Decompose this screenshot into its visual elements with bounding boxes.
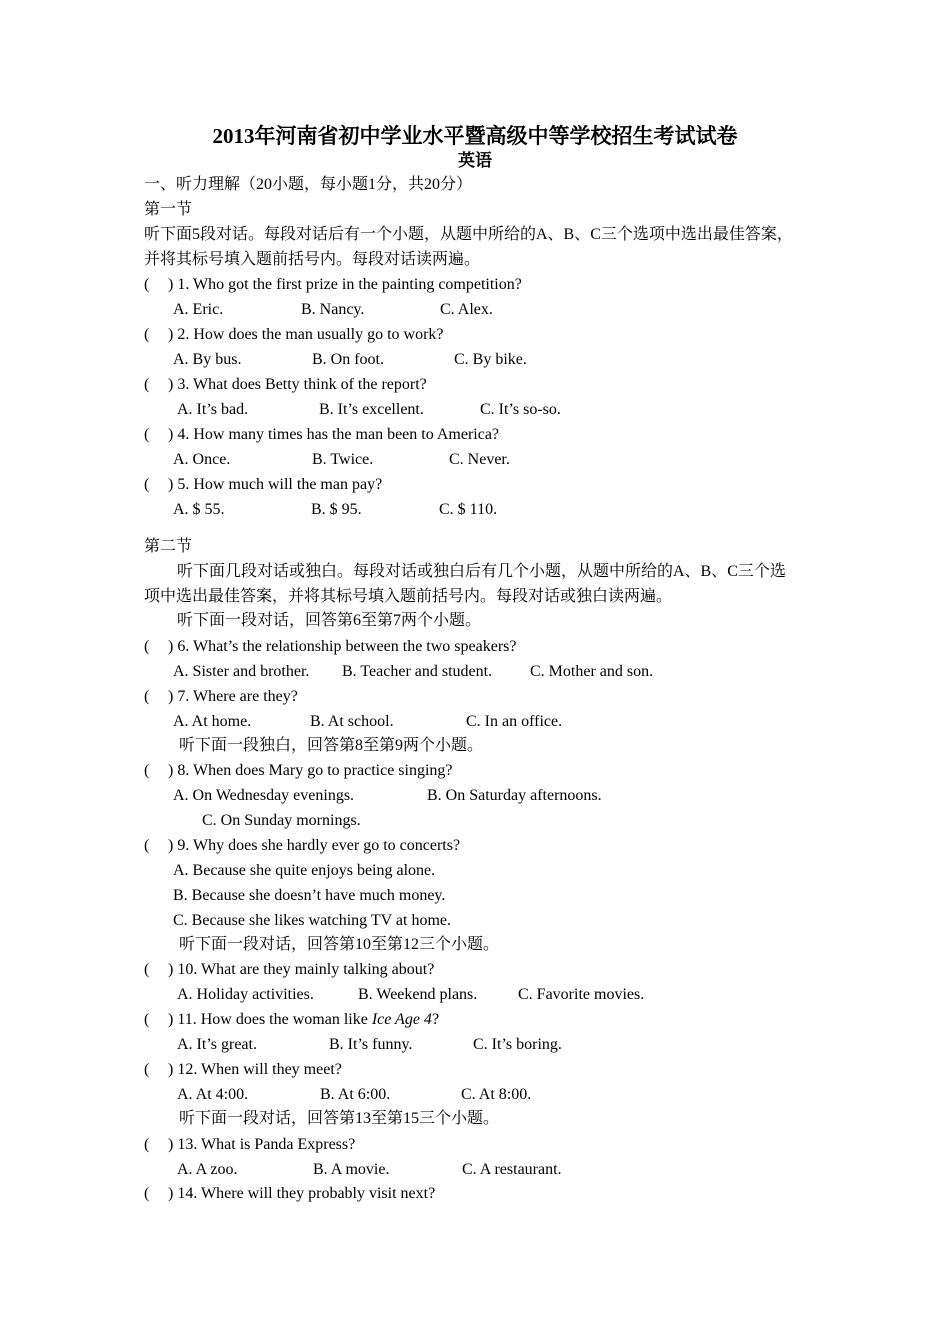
q5-option-a: A. $ 55. <box>173 501 225 518</box>
question-5: ( ) 5. How much will the man pay? <box>144 474 382 496</box>
answer-bracket[interactable]: ( <box>144 1136 150 1153</box>
q10-option-b: B. Weekend plans. <box>358 986 478 1003</box>
q7-option-c: C. In an office. <box>466 713 563 730</box>
question-3: ( ) 3. What does Betty think of the report? <box>144 374 427 396</box>
q6-option-c: C. Mother and son. <box>530 663 654 680</box>
q3-option-b: B. It’s excellent. <box>319 401 424 418</box>
answer-bracket[interactable]: ( <box>144 762 150 779</box>
answer-bracket[interactable]: ( <box>144 1185 150 1202</box>
answer-bracket[interactable]: ( <box>144 1011 150 1028</box>
q11-option-c: C. It’s boring. <box>473 1036 562 1053</box>
answer-bracket[interactable]: ( <box>144 426 150 443</box>
question-10: ( ) 10. What are they mainly talking about? <box>144 959 434 981</box>
q2-option-b: B. On foot. <box>312 351 384 368</box>
question-2: ( ) 2. How does the man usually go to work? <box>144 324 444 346</box>
q13-option-b: B. A movie. <box>313 1161 390 1178</box>
q3-option-c: C. It’s so-so. <box>480 401 561 418</box>
section2-label: 第二节 <box>144 538 193 555</box>
page-title: 2013年河南省初中学业水平暨高级中等学校招生考试试卷 <box>212 124 738 148</box>
q4-option-c: C. Never. <box>449 451 510 468</box>
part1-heading: 一、听力理解（20小题，每小题1分，共20分） <box>144 176 473 193</box>
answer-bracket[interactable]: ( <box>144 326 150 343</box>
q8-option-c: C. On Sunday mornings. <box>202 812 361 829</box>
q11-option-b: B. It’s funny. <box>329 1036 413 1053</box>
q7-option-a: A. At home. <box>173 713 252 730</box>
q4-option-a: A. Once. <box>173 451 231 468</box>
section1-instructions-2: 并将其标号填入题前括号内。每段对话读两遍。 <box>144 251 481 268</box>
question-4: ( ) 4. How many times has the man been to America? <box>144 424 499 446</box>
lead-6-7: 听下面一段对话，回答第6至第7两个小题。 <box>177 612 482 629</box>
q9-option-a: A. Because she quite enjoys being alone. <box>173 862 436 879</box>
q12-option-b: B. At 6:00. <box>320 1086 391 1103</box>
section2-instructions-2: 项中选出最佳答案，并将其标号填入题前括号内。每段对话或独白读两遍。 <box>144 588 673 605</box>
q2-option-a: A. By bus. <box>173 351 242 368</box>
question-7: ( ) 7. Where are they? <box>144 686 298 708</box>
q3-option-a: A. It’s bad. <box>177 401 249 418</box>
q5-option-c: C. $ 110. <box>439 501 498 518</box>
q5-option-b: B. $ 95. <box>311 501 362 518</box>
question-6: ( ) 6. What’s the relationship between the two speakers? <box>144 636 516 658</box>
question-8: ( ) 8. When does Mary go to practice singing? <box>144 760 453 782</box>
section1-label: 第一节 <box>144 201 193 218</box>
answer-bracket[interactable]: ( <box>144 376 150 393</box>
answer-bracket[interactable]: ( <box>144 837 150 854</box>
answer-bracket[interactable]: ( <box>144 476 150 493</box>
answer-bracket[interactable]: ( <box>144 961 150 978</box>
section2-instructions-1: 听下面几段对话或独白。每段对话或独白后有几个小题，从题中所给的A、B、C三个选 <box>177 563 786 580</box>
movie-title: Ice Age 4 <box>371 1011 432 1028</box>
question-14: ( ) 14. Where will they probably visit next? <box>144 1183 435 1205</box>
q9-option-b: B. Because she doesn’t have much money. <box>173 887 446 904</box>
q13-option-a: A. A zoo. <box>177 1161 238 1178</box>
q6-option-b: B. Teacher and student. <box>342 663 493 680</box>
q1-option-c: C. Alex. <box>440 301 493 318</box>
section1-instructions-1: 听下面5段对话。每段对话后有一个小题，从题中所给的A、B、C三个选项中选出最佳答案， <box>144 226 793 243</box>
q11-option-a: A. It’s great. <box>177 1036 257 1053</box>
lead-8-9: 听下面一段独白，回答第8至第9两个小题。 <box>179 737 484 754</box>
q1-option-a: A. Eric. <box>173 301 224 318</box>
answer-bracket[interactable]: ( <box>144 276 150 293</box>
q8-option-b: B. On Saturday afternoons. <box>427 787 602 804</box>
q6-option-a: A. Sister and brother. <box>173 663 310 680</box>
subject-title: 英语 <box>458 151 492 170</box>
question-13: ( ) 13. What is Panda Express? <box>144 1134 355 1156</box>
question-11: ( ) 11. How does the woman like Ice Age 4? <box>144 1009 439 1031</box>
q2-option-c: C. By bike. <box>454 351 527 368</box>
q7-option-b: B. At school. <box>310 713 394 730</box>
q12-option-a: A. At 4:00. <box>177 1086 249 1103</box>
q1-option-b: B. Nancy. <box>301 301 365 318</box>
lead-10-12: 听下面一段对话，回答第10至第12三个小题。 <box>179 936 500 953</box>
answer-bracket[interactable]: ( <box>144 638 150 655</box>
lead-13-15: 听下面一段对话，回答第13至第15三个小题。 <box>179 1110 500 1127</box>
q10-option-c: C. Favorite movies. <box>518 986 645 1003</box>
question-9: ( ) 9. Why does she hardly ever go to concerts? <box>144 835 460 857</box>
q13-option-c: C. A restaurant. <box>462 1161 562 1178</box>
q10-option-a: A. Holiday activities. <box>177 986 314 1003</box>
q4-option-b: B. Twice. <box>312 451 374 468</box>
q8-option-a: A. On Wednesday evenings. <box>173 787 355 804</box>
answer-bracket[interactable]: ( <box>144 1061 150 1078</box>
question-12: ( ) 12. When will they meet? <box>144 1059 342 1081</box>
question-1: ( ) 1. Who got the first prize in the painting competition? <box>144 274 522 296</box>
q12-option-c: C. At 8:00. <box>461 1086 532 1103</box>
answer-bracket[interactable]: ( <box>144 688 150 705</box>
q9-option-c: C. Because she likes watching TV at home. <box>173 912 452 929</box>
